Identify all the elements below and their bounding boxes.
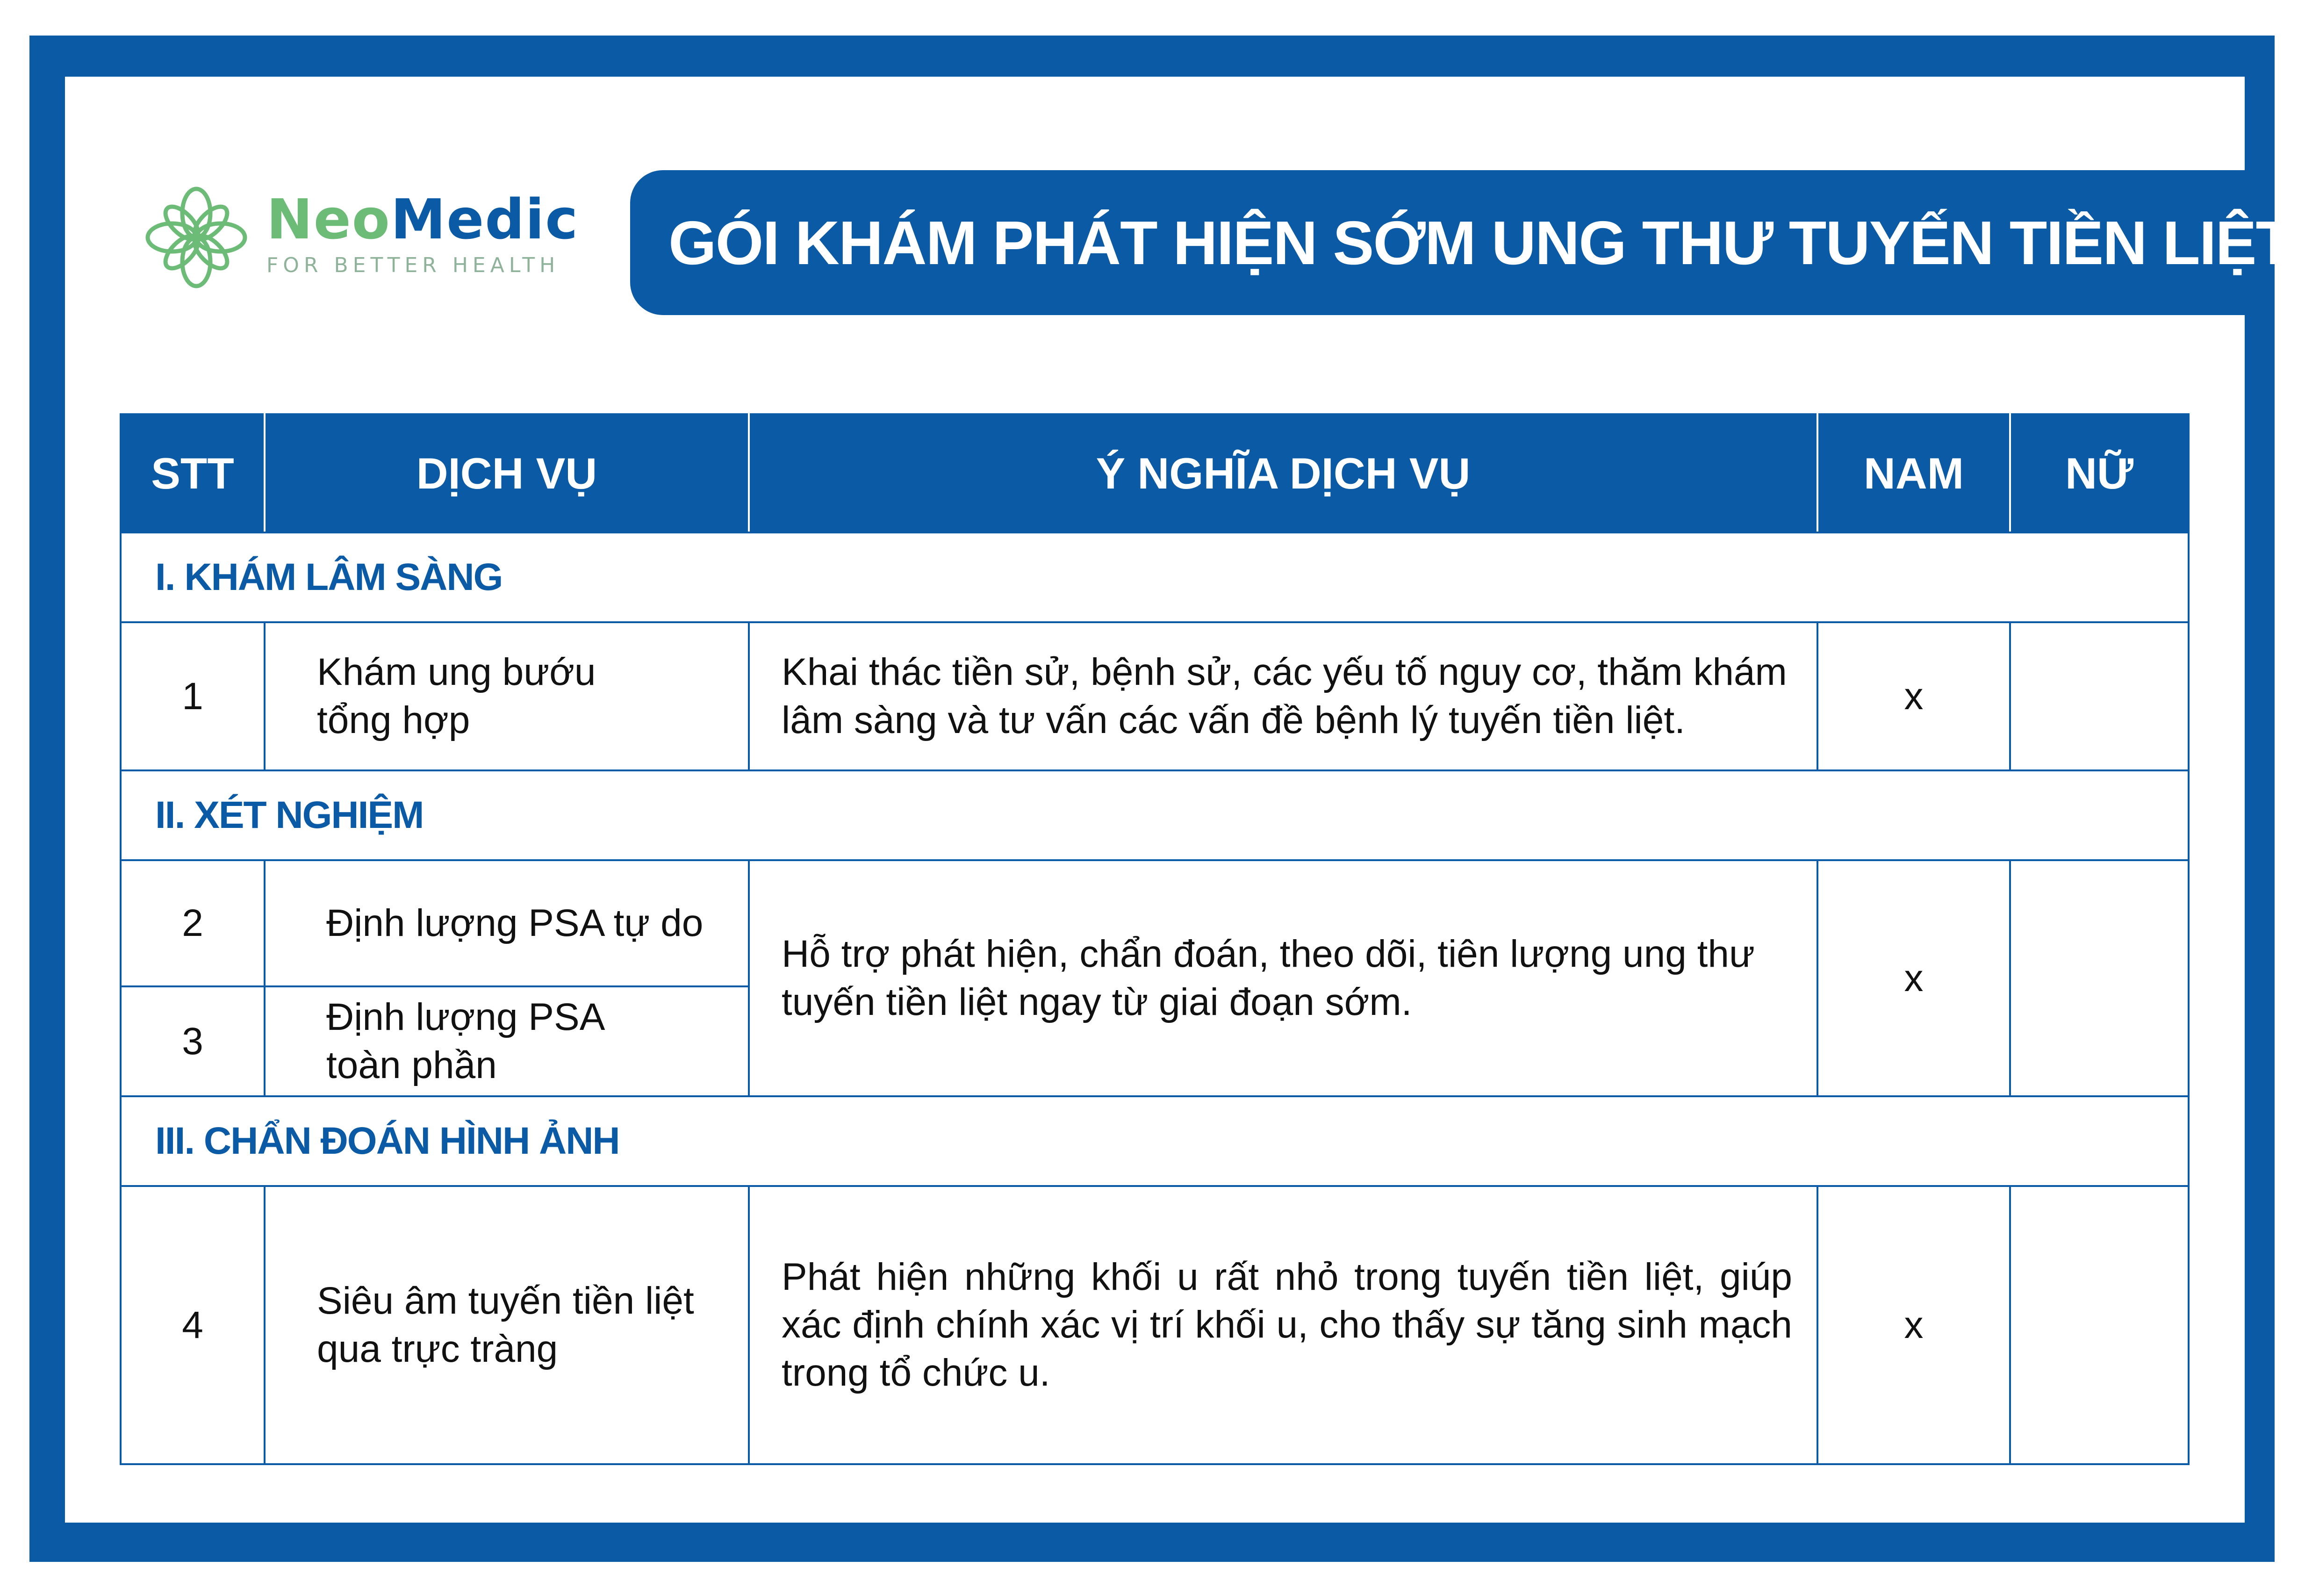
- section-title: I. KHÁM LÂM SÀNG: [121, 532, 2189, 622]
- table-row: [121, 1186, 2189, 1464]
- row-female-mark: [2010, 1186, 2189, 1464]
- service-line: Định lượng PSA: [326, 996, 605, 1038]
- services-table: [120, 413, 2190, 1465]
- brand-tagline: FOR BETTER HEALTH: [266, 253, 560, 277]
- row-male-mark: x: [1817, 622, 2010, 770]
- row-male-mark: x: [1817, 1186, 2010, 1464]
- page-title: GÓI KHÁM PHÁT HIỆN SỚM UNG THƯ TUYẾN TIỀN LIỆT: [668, 208, 2293, 277]
- service-line: Siêu âm tuyến tiền liệt: [317, 1280, 694, 1322]
- row-stt: 1: [121, 622, 265, 770]
- service-line: Định lượng PSA tự do: [326, 901, 704, 944]
- section-title: III. CHẨN ĐOÁN HÌNH ẢNH: [121, 1096, 2189, 1186]
- flower-logo-icon: [140, 181, 252, 294]
- row-male-mark: x: [1817, 860, 2010, 1096]
- section-row-lab: [121, 770, 2189, 860]
- service-line: Khám ung bướu: [317, 651, 596, 693]
- row-stt: 4: [121, 1186, 265, 1464]
- table-row: [121, 860, 2189, 986]
- row-service: [265, 860, 749, 986]
- title-banner: [630, 170, 2293, 315]
- row-meaning: Phát hiện những khối u rất nhỏ trong tuyến tiền liệt, giúp xác định chính xác vị trí khối u, cho thấy sự tăng sinh mạch trong tổ chức u.: [749, 1186, 1817, 1464]
- header-stt: STT: [121, 414, 265, 532]
- header-female: NỮ: [2010, 414, 2189, 532]
- row-female-mark: [2010, 622, 2189, 770]
- table-header-row: [121, 414, 2189, 532]
- service-line: toàn phần: [326, 1043, 497, 1086]
- section-title: II. XÉT NGHIỆM: [121, 770, 2189, 860]
- table-row: [121, 622, 2189, 770]
- brand-name-neo: Neo: [266, 187, 391, 252]
- service-line: tổng hợp: [317, 698, 470, 741]
- header-meaning: Ý NGHĨA DỊCH VỤ: [749, 414, 1817, 532]
- row-female-mark: [2010, 860, 2189, 1096]
- row-meaning: Hỗ trợ phát hiện, chẩn đoán, theo dõi, tiên lượng ung thư tuyến tiền liệt ngay từ giai đoạn sớm.: [749, 860, 1817, 1096]
- service-line: qua trực tràng: [317, 1327, 558, 1370]
- brand-name-medic: Medic: [390, 187, 579, 252]
- header-service: DỊCH VỤ: [265, 414, 749, 532]
- row-meaning: Khai thác tiền sử, bệnh sử, các yếu tố nguy cơ, thăm khám lâm sàng và tư vấn các vấn đề bệnh lý tuyến tiền liệt.: [749, 622, 1817, 770]
- section-row-clinical: [121, 532, 2189, 622]
- row-service: [265, 622, 749, 770]
- row-service: [265, 1186, 749, 1464]
- header-male: NAM: [1817, 414, 2010, 532]
- row-stt: 2: [121, 860, 265, 986]
- brand-logo: [266, 187, 579, 277]
- brand-name: [266, 187, 579, 252]
- row-service: [265, 986, 749, 1096]
- section-row-imaging: [121, 1096, 2189, 1186]
- row-stt: 3: [121, 986, 265, 1096]
